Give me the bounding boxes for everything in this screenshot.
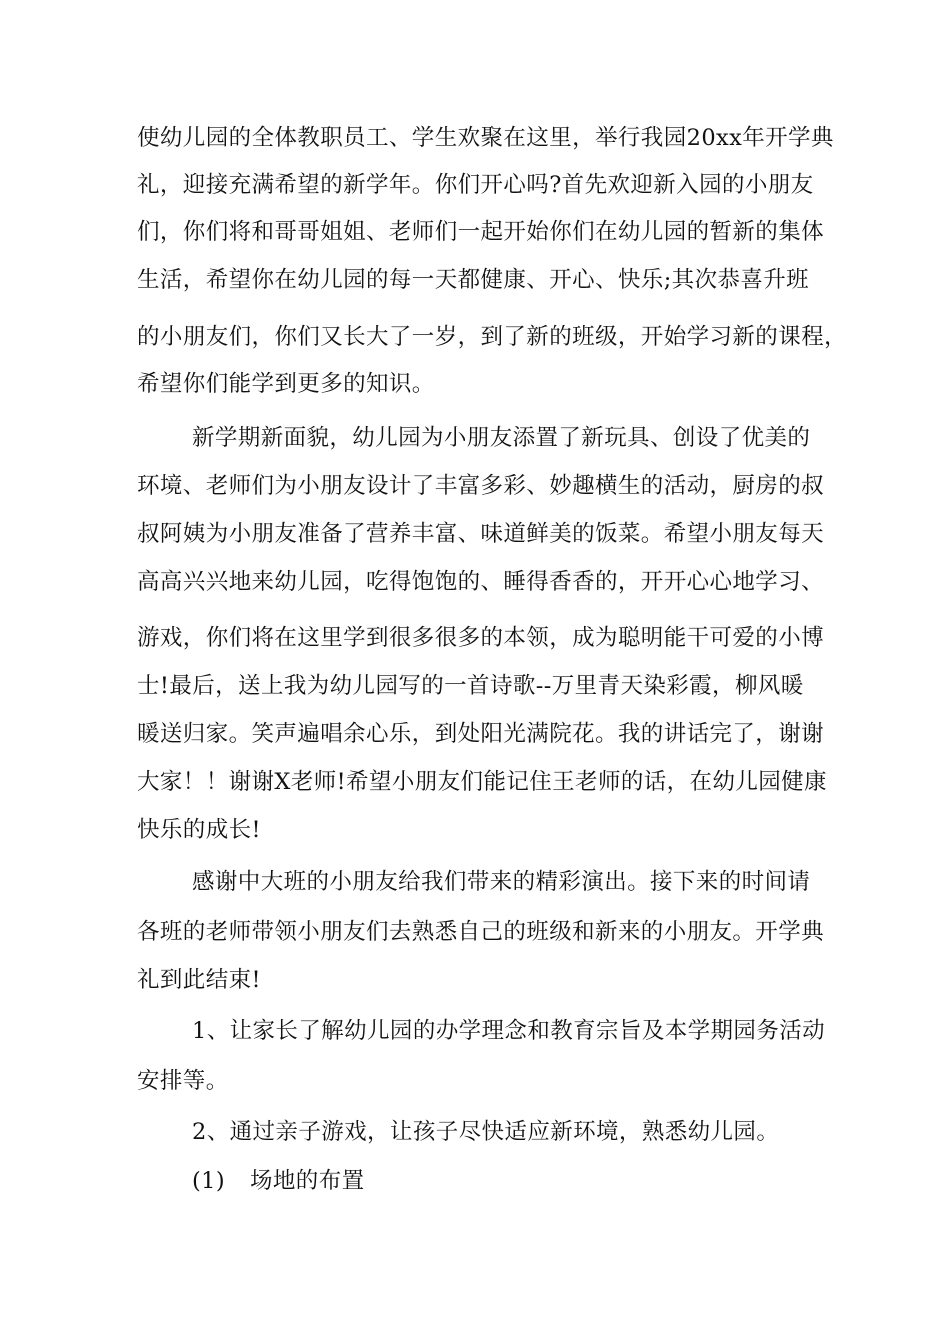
item-heading: 场地的布置 bbox=[250, 1168, 365, 1194]
list-item-2: 2、通过亲子游戏，让孩子尽快适应新环境，熟悉幼儿园。 bbox=[192, 1119, 780, 1145]
text-line: 叔阿姨为小朋友准备了营养丰富、味道鲜美的饭菜。希望小朋友每天 bbox=[137, 521, 825, 547]
text-line: 们，你们将和哥哥姐姐、老师们一起开始你们在幼儿园的暂新的集体 bbox=[137, 219, 825, 245]
text-line: 高高兴兴地来幼儿园，吃得饱饱的、睡得香香的，开开心心地学习、 bbox=[137, 569, 825, 595]
text-line: 士!最后，送上我为幼儿园写的一首诗歌--万里青天染彩霞，柳风暖 bbox=[137, 673, 804, 699]
text-line: 安排等。 bbox=[137, 1068, 229, 1094]
text-line: 暖送归家。笑声遍唱余心乐，到处阳光满院花。我的讲话完了，谢谢 bbox=[137, 721, 825, 747]
text-line: 礼，迎接充满希望的新学年。你们开心吗?首先欢迎新入园的小朋友 bbox=[137, 172, 814, 198]
paragraph-first-line: 新学期新面貌，幼儿园为小朋友添置了新玩具、创设了优美的 bbox=[192, 425, 811, 451]
item-number: (1) bbox=[192, 1168, 226, 1194]
text-line: 各班的老师带领小朋友们去熟悉自己的班级和新来的小朋友。开学典 bbox=[137, 919, 825, 945]
text-line: 生活，希望你在幼儿园的每一天都健康、开心、快乐;其次恭喜升班 bbox=[137, 267, 810, 293]
text-line: 使幼儿园的全体教职员工、学生欢聚在这里，举行我园20xx年开学典 bbox=[137, 125, 834, 151]
text-line: 快乐的成长! bbox=[137, 817, 261, 843]
text-line: 环境、老师们为小朋友设计了丰富多彩、妙趣横生的活动，厨房的叔 bbox=[137, 473, 825, 499]
paragraph-first-line: 感谢中大班的小朋友给我们带来的精彩演出。接下来的时间请 bbox=[192, 869, 811, 895]
text-line: 大家！！谢谢X老师!希望小朋友们能记住王老师的话，在幼儿园健康 bbox=[137, 769, 827, 795]
list-item-1: 1、让家长了解幼儿园的办学理念和教育宗旨及本学期园务活动 bbox=[192, 1018, 826, 1044]
text-line: 游戏，你们将在这里学到很多很多的本领，成为聪明能干可爱的小博 bbox=[137, 625, 825, 651]
text-line: 的小朋友们，你们又长大了一岁，到了新的班级，开始学习新的课程， bbox=[137, 324, 847, 350]
text-line: 礼到此结束! bbox=[137, 967, 261, 993]
text-line: 希望你们能学到更多的知识。 bbox=[137, 371, 435, 397]
